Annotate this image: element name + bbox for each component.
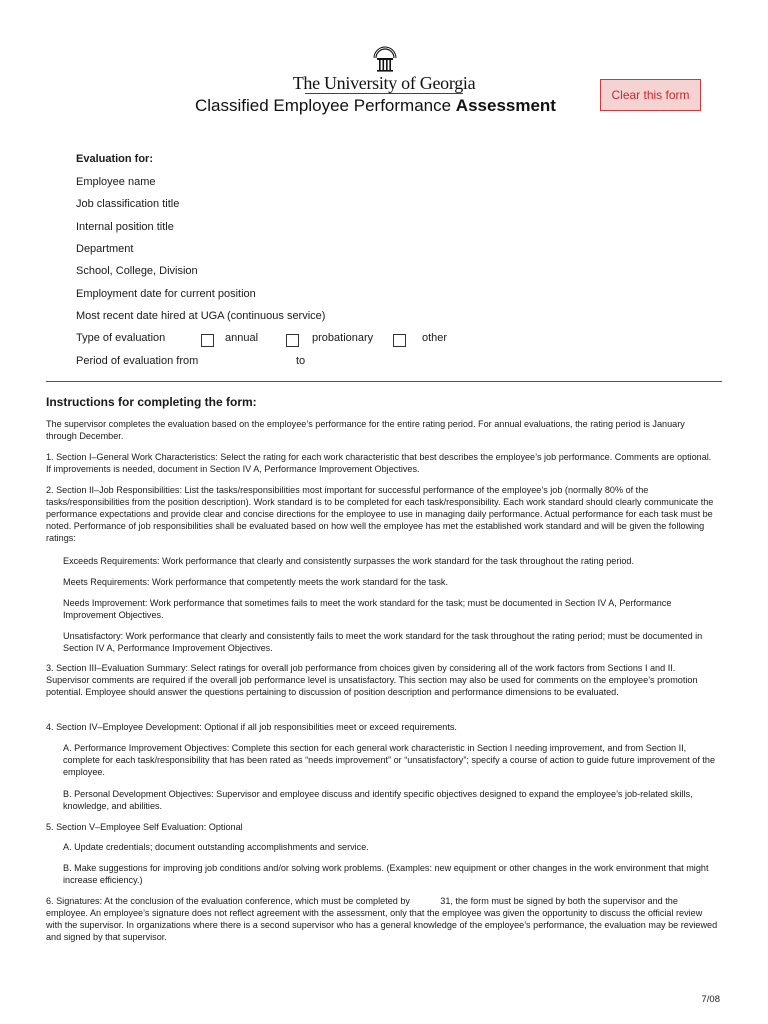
rating-meets: Meets Requirements: Work performance that competently meets the work standard for the task. [63,577,448,587]
evaluation-type-label: Type of evaluation [76,332,166,344]
university-arch-logo-icon [373,46,397,74]
instruction-section-4a: A. Performance Improvement Objectives: Complete this section for each general work characteristic in Section I needing improvement, and from Section II, complete for each task/responsibility that has been rated as “needs improvement” or “unsatisfactory”; specify a course of action to guide future improvement of the employee. [63,743,716,778]
other-checkbox[interactable] [393,334,406,347]
school-college-division-label: School, College, Division [76,265,198,277]
page-code: 7/08 [701,994,720,1005]
other-label: other [422,332,448,344]
instruction-section-4b: B. Personal Development Objectives: Supervisor and employee discuss and identify specific objectives designed to expand the employee’s job-related skills, knowledge, and abilities. [63,789,693,812]
section-divider [46,381,722,382]
form-title-bold: Assessment [455,96,556,115]
period-from-label: Period of evaluation from [76,355,199,367]
instruction-section-1: 1. Section I–General Work Characteristics: Select the rating for each work characteristic that best describes the employee’s job performance. Comments are optional. If improvements is needed, document in Section IV A, Performance Improvement Objectives. [46,452,712,475]
job-classification-label: Job classification title [76,198,180,210]
evaluation-heading: Evaluation for: [76,153,154,165]
instruction-section-3: 3. Section III–Evaluation Summary: Select ratings for overall job performance from choices given by considering all of the work factors from Sections I and II. Supervisor comments are required if the overall job performance level is unsatisfactory. This section may also be used for comments on the employee’s promotion potential. Employee should answer the questions pertaining to discussion of position description and performance dimensions to be evaluated. [46,663,698,698]
form-title-regular: Classified Employee Performance [195,96,452,115]
instruction-section-4: 4. Section IV–Employee Development: Optional if all job responsibilities meet or exceed requirements. [46,722,457,732]
period-to-label: to [296,355,306,367]
instruction-section-5a: A. Update credentials; document outstanding accomplishments and service. [63,842,369,852]
probationary-checkbox[interactable] [286,334,299,347]
instruction-section-5b: B. Make suggestions for improving job conditions and/or solving work problems. (Examples: new equipment or other changes in the work environment that might increase efficiency.) [63,863,709,886]
probationary-label: probationary [312,332,374,344]
instructions-heading: Instructions for completing the form: [46,395,257,409]
internal-position-label: Internal position title [76,221,174,233]
university-name: The University of Georgia [292,73,476,93]
instruction-section-6: 6. Signatures: At the conclusion of the evaluation conference, which must be completed by 31, the form must be signed by both the supervisor and the employee. An employee’s signature does not reflect agreement with the assessment, only that the employee was given the opportunity to discuss the official review with the supervisor. In organizations where there is a second supervisor who has a general knowledge of the employee’s performance, the evaluation may be reviewed and signed by that supervisor. [46,896,720,943]
annual-checkbox[interactable] [201,334,214,347]
clear-form-button[interactable]: Clear this form [600,79,701,111]
instruction-section-2: 2. Section II–Job Responsibilities: List the tasks/responsibilities most important for successful performance of the employee’s job (normally 80% of the tasks/responsibilities from the position description). Work standard is to be completed for each task/responsibility. Each work standard should clearly communicate the performance expectations and provide clear and concise directions for the employee to use in managing daily performance. Actual performance for each task must be noted. Performance of job responsibilities shall be evaluated based on how well the employee has met the established work standard and will be given the following ratings: [46,485,714,544]
annual-label: annual [225,332,259,344]
department-label: Department [76,243,134,255]
instruction-section-5: 5. Section V–Employee Self Evaluation: Optional [46,822,243,832]
form-title [195,96,556,116]
rating-exceeds: Exceeds Requirements: Work performance that clearly and consistently surpasses the work standard for the task throughout the rating period. [63,556,635,566]
logo-divider [305,93,463,94]
rating-needs-improvement: Needs Improvement: Work performance that sometimes fails to meet the work standard for the task; must be documented in Section IV A, Performance Improvement Objectives. [63,598,672,621]
employment-date-label: Employment date for current position [76,288,256,300]
hire-date-label: Most recent date hired at UGA (continuous service) [76,310,326,322]
instructions-intro: The supervisor completes the evaluation based on the employee’s performance for the entire rating period. For annual evaluations, the rating period is January through December. [46,419,685,442]
employee-name-label: Employee name [76,176,156,188]
rating-unsatisfactory: Unsatisfactory: Work performance that clearly and consistently fails to meet the work standard for the task throughout the rating period; must be documented in Section IV A, Performance Improvement Objectives. [63,631,703,654]
